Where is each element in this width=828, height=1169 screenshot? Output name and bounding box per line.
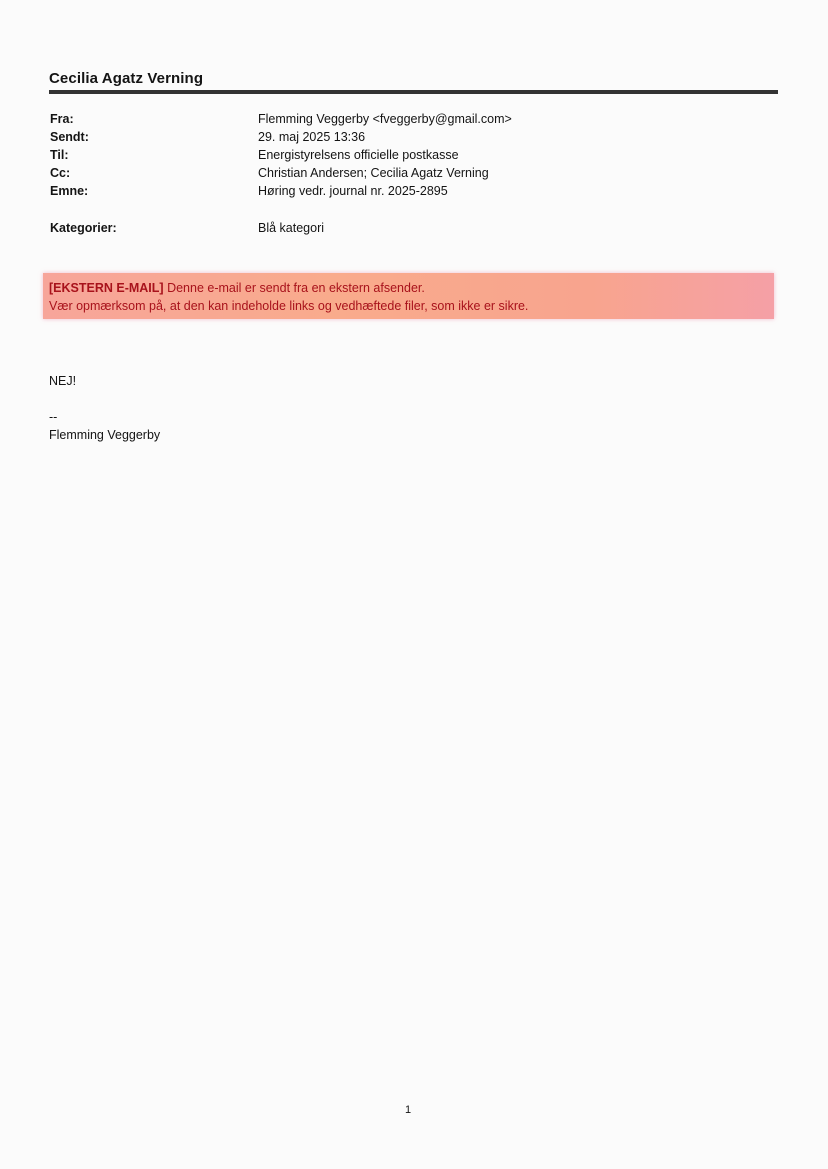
subject-label: Emne: [50,184,89,198]
message-text: NEJ! [49,374,77,388]
to-value: Energistyrelsens officielle postkasse [258,148,459,162]
sent-label: Sendt: [50,130,89,144]
to-row [50,146,512,164]
categories-label: Kategorier: [50,221,117,235]
cc-value: Christian Andersen; Cecilia Agatz Verning [258,166,489,180]
email-body [49,372,160,444]
signature-name: Flemming Veggerby [49,428,161,442]
cc-label: Cc: [50,166,71,180]
mailbox-owner-name: Cecilia Agatz Verning [49,70,204,87]
from-label: Fra: [50,112,74,126]
from-value: Flemming Veggerby <fveggerby@gmail.com> [258,112,512,126]
to-label: Til: [50,148,69,162]
cc-row [50,164,512,182]
email-metadata [50,110,512,200]
subject-row [50,182,512,200]
body-spacer [49,390,160,408]
subject-value: Høring vedr. journal nr. 2025-2895 [258,184,448,198]
header-rule [49,90,778,94]
external-email-tag: [EKSTERN E-MAIL] [49,281,164,295]
categories-row [50,219,324,237]
signature-separator: -- [49,410,58,424]
sent-row [50,128,512,146]
banner-line-1-text: Denne e-mail er sendt fra en ekstern afsender. [167,281,425,295]
external-email-warning-banner [43,273,774,319]
from-row [50,110,512,128]
sent-value: 29. maj 2025 13:36 [258,130,366,144]
page-number: 1 [405,1104,412,1116]
email-header [49,69,778,94]
banner-line-1 [49,279,774,297]
banner-line-2: Vær opmærksom på, at den kan indeholde links og vedhæftede filer, som ikke er sikre. [49,299,529,313]
categories-value: Blå kategori [258,221,325,235]
